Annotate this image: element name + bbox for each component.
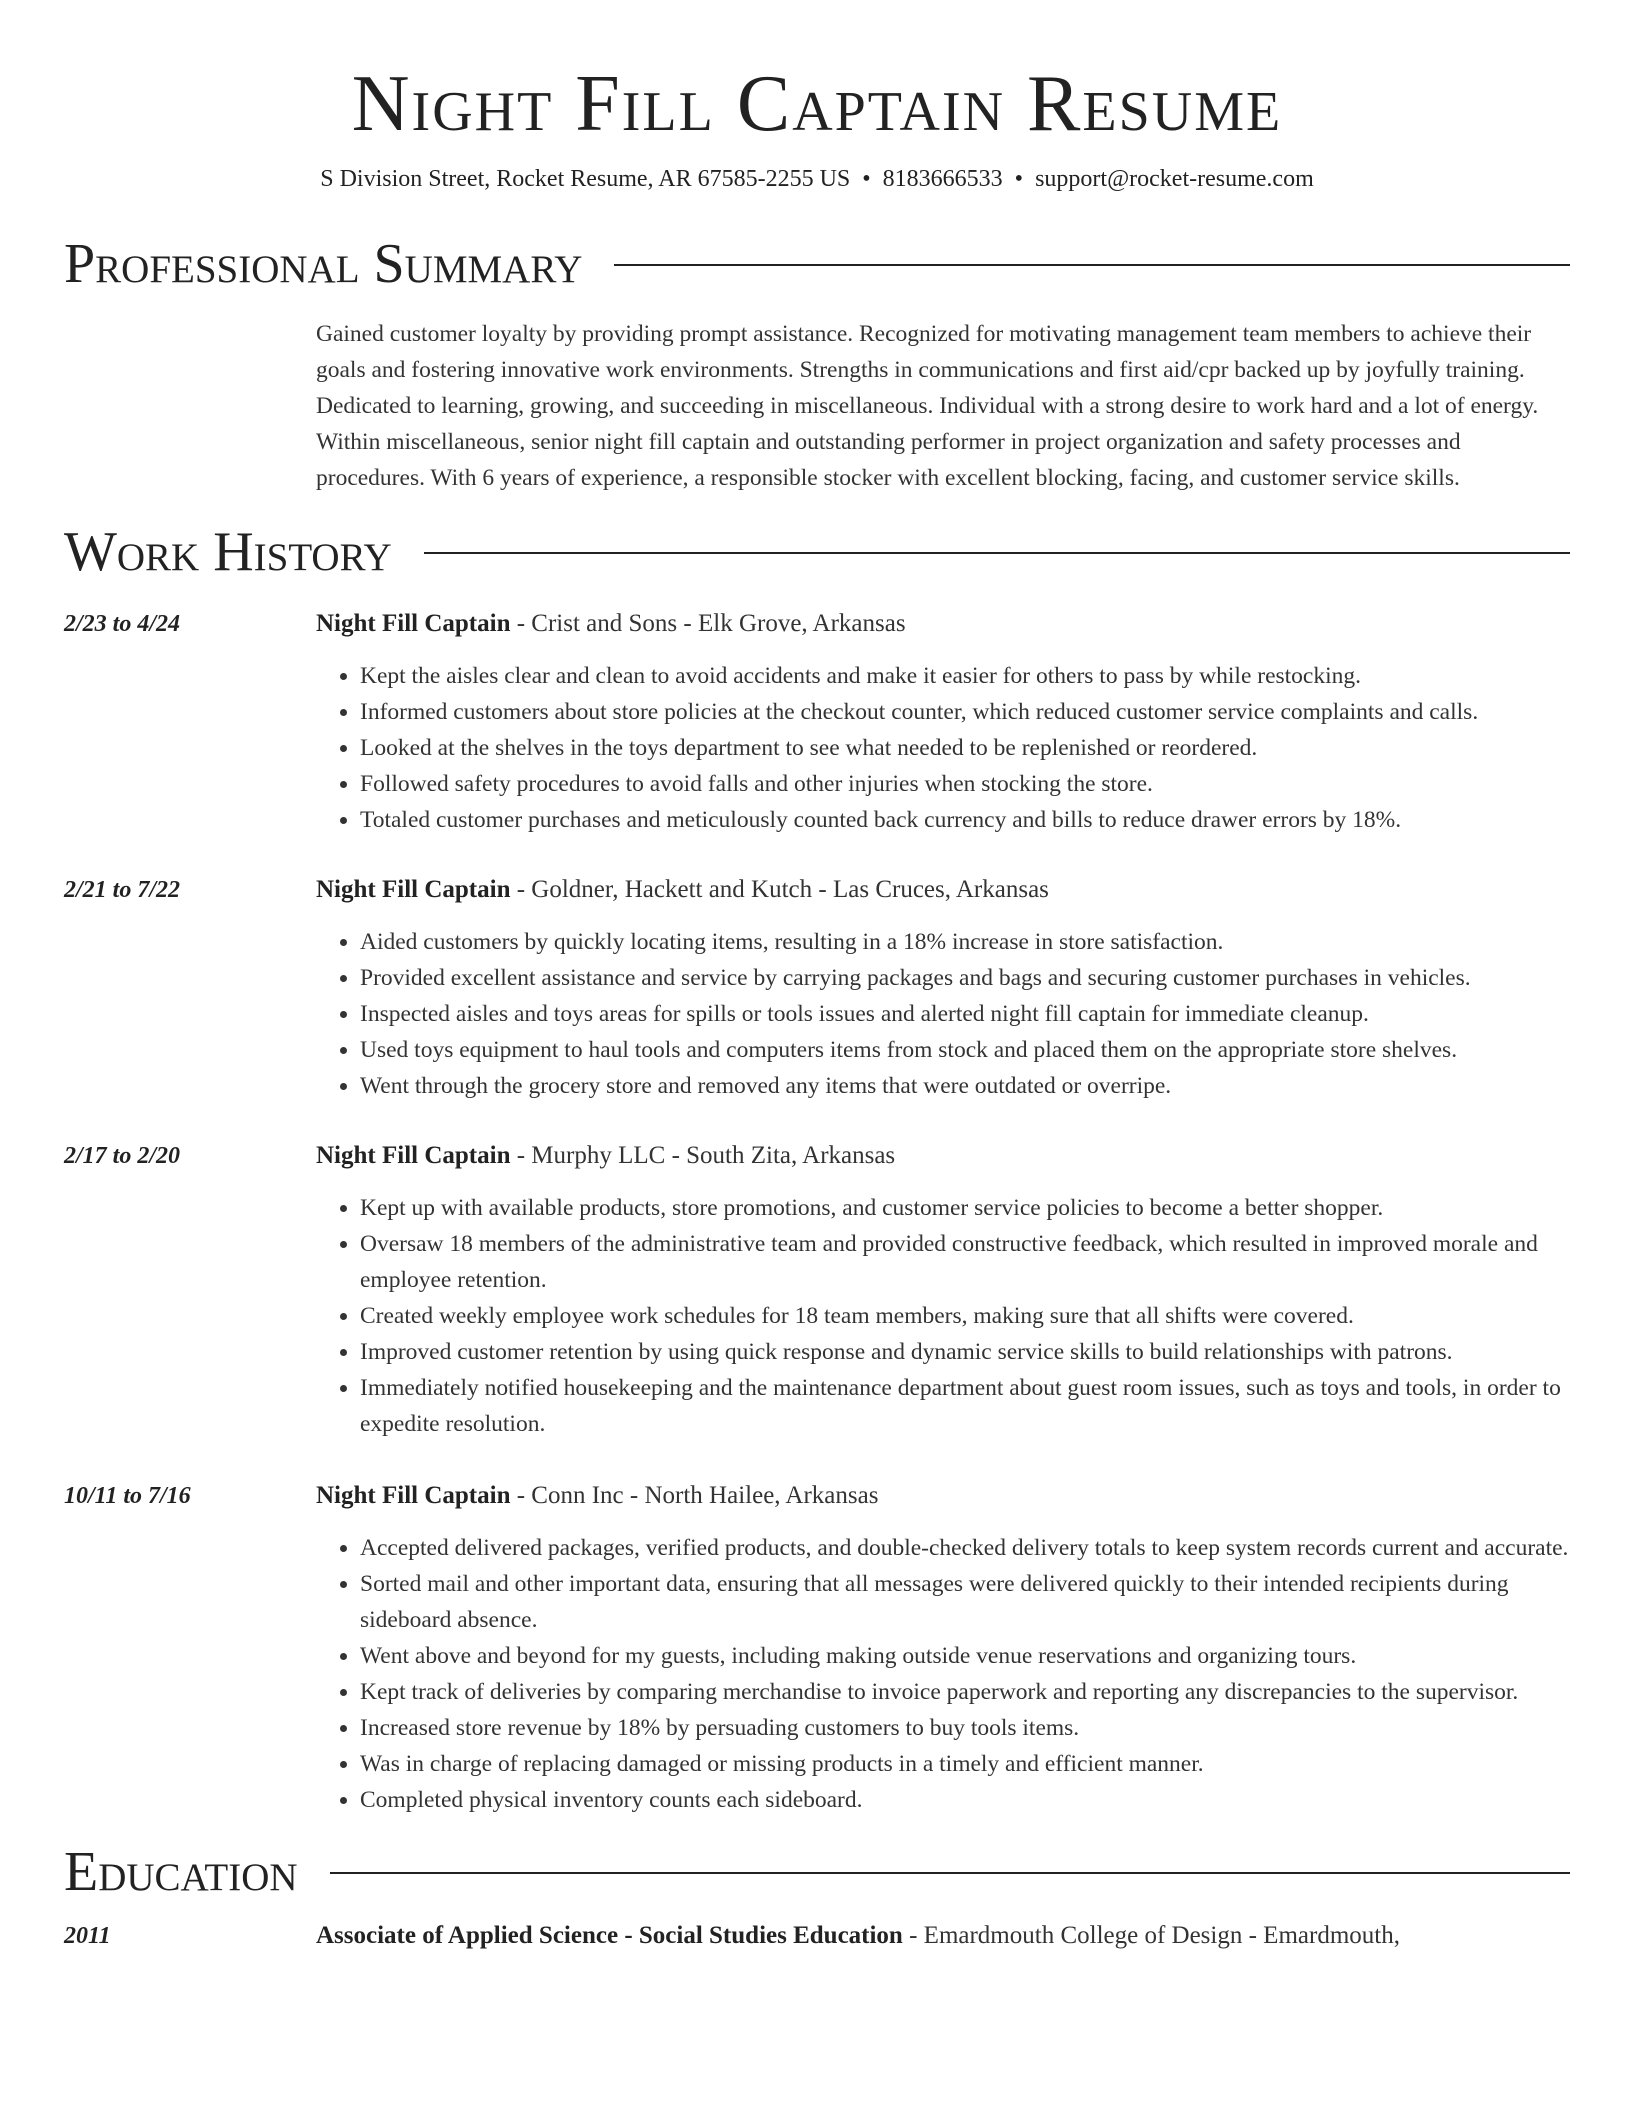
education-details: - Emardmouth College of Design - Emardmouth,	[902, 1922, 1400, 1949]
job-entry	[64, 606, 1570, 838]
contact-separator: •	[862, 166, 871, 192]
job-duty-item: • Informed customers about store policies at the checkout counter, which reduced customer service complaints and calls.	[360, 694, 1570, 730]
job-duty-item: • Aided customers by quickly locating items, resulting in a 18% increase in store satisfaction.	[360, 924, 1570, 960]
job-duty-item: • Accepted delivered packages, verified products, and double-checked delivery totals to keep system records current and accurate.	[360, 1530, 1570, 1566]
contact-separator: •	[1014, 166, 1024, 192]
job-dates: 2/17 to 2/20	[64, 1143, 181, 1169]
job-duty-item: • Immediately notified housekeeping and the maintenance department about guest room issues, such as toys and tools, in order to expedite resolution.	[360, 1370, 1570, 1442]
job-duty-item: • Sorted mail and other important data, ensuring that all messages were delivered quickly to their intended recipients during sideboard absence.	[360, 1566, 1570, 1638]
job-title: Night Fill Captain	[316, 1142, 511, 1169]
job-entry	[64, 1138, 1570, 1442]
job-duty-item: • Oversaw 18 members of the administrative team and provided constructive feedback, which resulted in improved morale and employee retention.	[360, 1226, 1570, 1298]
job-title: Night Fill Captain	[316, 876, 511, 903]
work-history-list	[64, 606, 1570, 1818]
contact-address: S Division Street, Rocket Resume, AR 67585-2255 US	[320, 166, 851, 192]
job-body	[316, 606, 1570, 838]
job-duty-item: • Completed physical inventory counts each sideboard.	[360, 1782, 1570, 1818]
work-section-header	[64, 520, 1570, 584]
job-line	[316, 606, 1570, 642]
work-heading: Work History	[64, 521, 392, 583]
contact-line	[64, 164, 1570, 194]
job-duties-list	[316, 658, 1570, 838]
job-entry	[64, 872, 1570, 1104]
job-duty-item: • Improved customer retention by using quick response and dynamic service skills to build relationships with patrons.	[360, 1334, 1570, 1370]
education-year: 2011	[64, 1923, 111, 1949]
job-duty-item: • Was in charge of replacing damaged or missing products in a timely and efficient manner.	[360, 1746, 1570, 1782]
job-duty-item: • Kept the aisles clear and clean to avoid accidents and make it easier for others to pass by while restocking.	[360, 658, 1570, 694]
section-divider	[424, 552, 1570, 554]
job-line	[316, 872, 1570, 908]
job-duties-list	[316, 1190, 1570, 1442]
job-title: Night Fill Captain	[316, 1482, 511, 1509]
job-dates: 2/23 to 4/24	[64, 611, 181, 637]
job-duty-item: • Went above and beyond for my guests, including making outside venue reservations and organizing tours.	[360, 1638, 1570, 1674]
job-duty-item: • Increased store revenue by 18% by persuading customers to buy tools items.	[360, 1710, 1570, 1746]
job-duty-item: • Looked at the shelves in the toys department to see what needed to be replenished or reordered.	[360, 730, 1570, 766]
education-heading: Education	[64, 1841, 298, 1903]
job-duty-item: • Inspected aisles and toys areas for spills or tools issues and alerted night fill captain for immediate cleanup.	[360, 996, 1570, 1032]
summary-section-header	[64, 232, 1570, 296]
education-line	[316, 1918, 1570, 1954]
job-company-location: - Crist and Sons - Elk Grove, Arkansas	[510, 610, 906, 637]
summary-text: Gained customer loyalty by providing prompt assistance. Recognized for motivating management team members to achieve their goals and fostering innovative work environments. Strengths in communications and first aid/cpr backed up by joyfully training. Dedicated to learning, growing, and succeeding in miscellaneous. Individual with a strong desire to work hard and a lot of energy. Within miscellaneous, senior night fill captain and outstanding performer in project organization and safety processes and procedures. With 6 years of experience, a responsible stocker with excellent blocking, facing, and customer service skills.	[316, 321, 1539, 491]
job-duties-list	[316, 924, 1570, 1104]
resume-title: Night Fill Captain Resume	[351, 60, 1283, 148]
job-company-location: - Goldner, Hackett and Kutch - Las Cruces, Arkansas	[510, 876, 1049, 903]
job-body	[316, 1138, 1570, 1442]
job-line	[316, 1478, 1570, 1514]
job-duty-item: • Used toys equipment to haul tools and computers items from stock and placed them on the appropriate store shelves.	[360, 1032, 1570, 1068]
contact-phone: 8183666533	[882, 166, 1003, 192]
summary-heading: Professional Summary	[64, 233, 583, 295]
job-duty-item: • Provided excellent assistance and service by carrying packages and bags and securing customer purchases in vehicles.	[360, 960, 1570, 996]
job-company-location: - Murphy LLC - South Zita, Arkansas	[510, 1142, 896, 1169]
job-line	[316, 1138, 1570, 1174]
section-divider	[614, 264, 1570, 266]
job-dates: 10/11 to 7/16	[64, 1483, 191, 1509]
job-body	[316, 1478, 1570, 1818]
job-duty-item: • Created weekly employee work schedules for 18 team members, making sure that all shifts were covered.	[360, 1298, 1570, 1334]
education-degree: Associate of Applied Science - Social Studies Education	[316, 1922, 903, 1949]
education-section-header	[64, 1840, 1570, 1904]
section-divider	[330, 1872, 1570, 1874]
education-entry	[64, 1918, 1570, 1954]
job-duty-item: • Went through the grocery store and removed any items that were outdated or overripe.	[360, 1068, 1570, 1104]
job-duty-item: • Followed safety procedures to avoid falls and other injuries when stocking the store.	[360, 766, 1570, 802]
contact-email: support@rocket-resume.com	[1035, 166, 1314, 192]
job-entry	[64, 1478, 1570, 1818]
job-duty-item: • Totaled customer purchases and meticulously counted back currency and bills to reduce drawer errors by 18%.	[360, 802, 1570, 838]
resume-page	[64, 0, 1570, 1954]
job-body	[316, 872, 1570, 1104]
job-duty-item: • Kept up with available products, store promotions, and customer service policies to become a better shopper.	[360, 1190, 1570, 1226]
job-dates: 2/21 to 7/22	[64, 877, 181, 903]
job-duties-list	[316, 1530, 1570, 1818]
job-title: Night Fill Captain	[316, 610, 511, 637]
job-company-location: - Conn Inc - North Hailee, Arkansas	[510, 1482, 879, 1509]
job-duty-item: • Kept track of deliveries by comparing merchandise to invoice paperwork and reporting any discrepancies to the supervisor.	[360, 1674, 1570, 1710]
